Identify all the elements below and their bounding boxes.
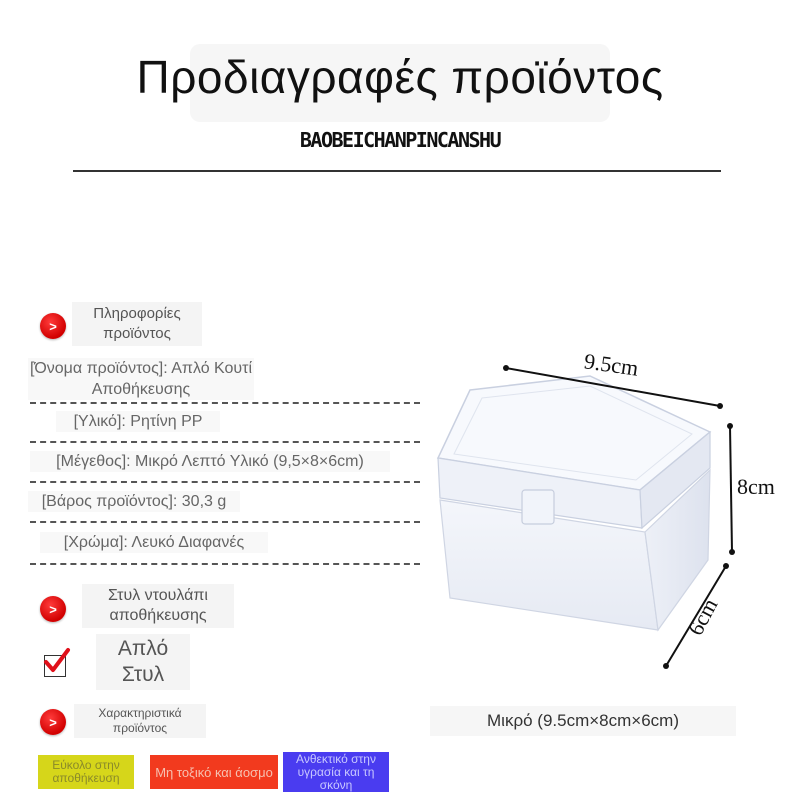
page-title: Προδιαγραφές προϊόντος (136, 51, 664, 103)
page-subtitle: BAOBEICHANPINCANSHU (299, 128, 501, 152)
arrow-right-icon: > (40, 596, 66, 622)
spec-color: [Χρώμα]: Λευκό Διαφανές (40, 532, 268, 553)
product-image-storage-box (430, 340, 790, 690)
spec-divider (30, 481, 420, 483)
feature-tag-non-toxic: Μη τοξικό και άοσμο (150, 755, 278, 789)
feature-tag-moisture-proof: Ανθεκτικό στην υγρασία και τη σκόνη (283, 752, 389, 792)
spec-material: [Υλικό]: Ρητίνη PP (56, 411, 220, 432)
arrow-right-icon: > (40, 709, 66, 735)
header-divider (73, 170, 721, 172)
feature-tag-easy-storage: Εύκολο στην αποθήκευση (38, 755, 134, 789)
dimension-depth-label: 6cm (682, 594, 723, 640)
checkmark-icon (40, 644, 72, 676)
dimension-width-label: 9.5cm (582, 348, 640, 381)
section-heading-style: Στυλ ντουλάπι αποθήκευσης (82, 584, 234, 628)
spec-divider (30, 441, 420, 443)
style-option-label: Απλό Στυλ (96, 634, 190, 690)
spec-size: [Μέγεθος]: Μικρό Λεπτό Υλικό (9,5×8×6cm) (30, 451, 390, 472)
spec-divider (30, 402, 420, 404)
dimension-height-label: 8cm (737, 474, 775, 499)
spec-divider (30, 521, 420, 523)
spec-weight: [Βάρος προϊόντος]: 30,3 g (28, 491, 240, 512)
section-heading-features: Χαρακτηριστικά προϊόντος (74, 704, 206, 738)
size-caption: Μικρό (9.5cm×8cm×6cm) (430, 706, 736, 736)
spec-name: [Όνομα προϊόντος]: Απλό Κουτί Αποθήκευσης (29, 360, 253, 398)
section-heading-product-info: Πληροφορίες προϊόντος (72, 302, 202, 346)
arrow-right-icon: > (40, 313, 66, 339)
spec-divider (30, 563, 420, 565)
